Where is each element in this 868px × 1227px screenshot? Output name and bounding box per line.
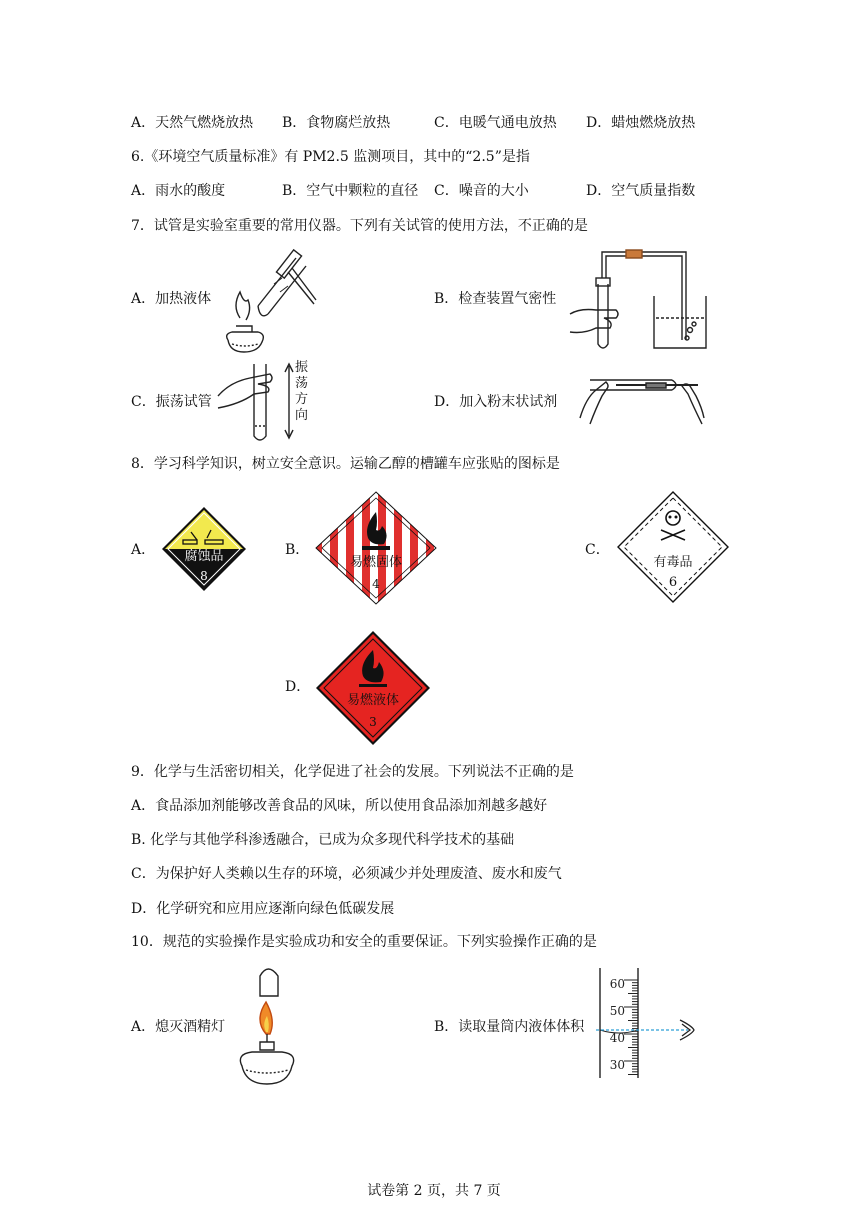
- alcohol-lamp-figure: [232, 962, 302, 1094]
- heating-liquid-figure: [218, 244, 318, 354]
- flammable-solid-sign-number: 4: [372, 577, 380, 591]
- toxic-sign-label: 有毒品: [653, 555, 693, 570]
- q8-stem: 8．学习科学知识，树立安全意识。运输乙醇的槽罐车应张贴的图标是: [131, 456, 560, 472]
- toxic-sign: [616, 490, 730, 604]
- graduated-cylinder-figure: [596, 968, 706, 1082]
- shake-direction-label: 振荡方向: [295, 360, 309, 423]
- page-footer: 试卷第 2 页，共 7 页: [367, 1183, 501, 1199]
- q6-option-c: C．噪音的大小: [434, 183, 529, 199]
- q8-option-b: B．: [285, 542, 310, 558]
- q7-option-a: A．加热液体: [131, 291, 212, 307]
- adding-powder-figure: [576, 368, 706, 432]
- q10-option-b: B．读取量筒内液体体积: [434, 1019, 585, 1035]
- q6-option-a: A．雨水的酸度: [131, 183, 226, 199]
- q9-option-a: A．食品添加剂能够改善食品的风味，所以使用食品添加剂越多越好: [131, 798, 548, 814]
- cylinder-tick-30: 30: [609, 1058, 625, 1072]
- toxic-sign-number: 6: [668, 575, 678, 590]
- cylinder-tick-50: 50: [609, 1004, 625, 1018]
- flammable-liquid-sign-label: 易燃液体: [346, 693, 400, 708]
- q5-option-d: D．蜡烛燃烧放热: [586, 115, 696, 131]
- corrosive-sign-label: 腐蚀品: [184, 549, 224, 564]
- q9-option-d: D．化学研究和应用应逐渐向绿色低碳发展: [131, 901, 395, 917]
- cylinder-tick-60: 60: [609, 977, 625, 991]
- q8-option-d: D．: [285, 679, 311, 695]
- q10-stem: 10．规范的实验操作是实验成功和安全的重要保证。下列实验操作正确的是: [131, 934, 597, 950]
- flammable-liquid-sign: [315, 630, 431, 746]
- q10-option-a: A．熄灭酒精灯: [131, 1019, 226, 1035]
- q6-option-d: D．空气质量指数: [586, 183, 696, 199]
- cylinder-tick-40: 40: [609, 1031, 625, 1045]
- flammable-liquid-sign-number: 3: [369, 715, 377, 729]
- q8-option-c: C．: [585, 542, 610, 558]
- q9-option-b: B. 化学与其他学科渗透融合，已成为众多现代科学技术的基础: [131, 832, 515, 848]
- q9-option-c: C．为保护好人类赖以生存的环境，必须减少并处理废渣、废水和废气: [131, 866, 562, 882]
- q7-option-b: B．检查装置气密性: [434, 291, 557, 307]
- flammable-solid-sign: [314, 490, 438, 606]
- q5-option-a: A．天然气燃烧放热: [131, 115, 254, 131]
- corrosive-sign-number: 8: [200, 569, 208, 583]
- q7-stem: 7．试管是实验室重要的常用仪器。下列有关试管的使用方法，不正确的是: [131, 218, 588, 234]
- q6-option-b: B．空气中颗粒的直径: [282, 183, 419, 199]
- q5-option-c: C．电暖气通电放热: [434, 115, 557, 131]
- q9-stem: 9．化学与生活密切相关，化学促进了社会的发展。下列说法不正确的是: [131, 764, 574, 780]
- q7-option-c: C．振荡试管: [131, 394, 212, 410]
- airtight-check-figure: [566, 244, 716, 354]
- q7-option-d: D．加入粉末状试剂: [434, 394, 558, 410]
- q6-stem: 6.《环境空气质量标准》有 PM2.5 监测项目，其中的“2.5”是指: [131, 149, 530, 165]
- flammable-solid-sign-label: 易燃固体: [349, 555, 403, 570]
- q8-option-a: A．: [131, 542, 156, 558]
- q5-option-b: B．食物腐烂放热: [282, 115, 391, 131]
- corrosive-sign: [161, 506, 247, 592]
